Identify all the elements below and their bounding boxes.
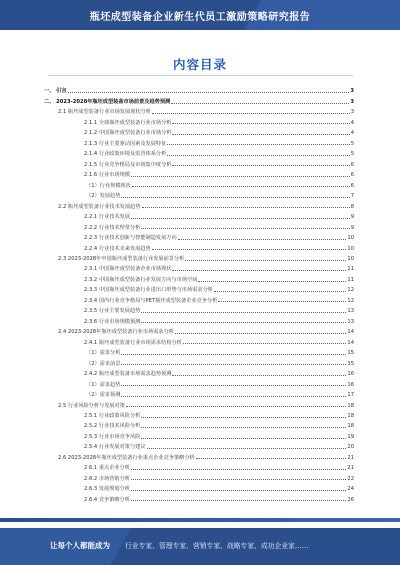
toc-entry-page: 6 (350, 182, 354, 189)
toc-entry[interactable] (44, 157, 354, 167)
toc-entry[interactable] (44, 482, 354, 492)
toc-entry-page: 26 (347, 496, 354, 503)
toc-entry[interactable] (44, 147, 354, 157)
toc-entry-page: 20 (347, 444, 354, 451)
toc-entry-page: 4 (350, 130, 354, 137)
toc-entry-page: 12 (347, 297, 354, 304)
toc-entry-label: 2.2.1 行业技术发展 (84, 214, 130, 221)
toc-dot-leader (185, 260, 346, 261)
toc-entry-page: 17 (347, 392, 354, 399)
toc-entry[interactable] (44, 168, 354, 178)
toc-entry-label: 2.2.4 行业技术未来发展趋势 (84, 245, 151, 252)
toc-entry-page: 3 (350, 88, 354, 95)
toc-entry-label: 2.1.5 行业竞争格局及市场集中度分析 (84, 161, 172, 168)
toc-entry[interactable] (44, 409, 354, 419)
toc-entry[interactable] (44, 440, 354, 450)
toc-entry[interactable] (44, 429, 354, 439)
toc-entry-label: 2.6 2023-2028年瓶坯成型装备行业重点企业竞争策略分析 (58, 454, 195, 461)
toc-entry-label: 2.3.6 行业市场规模预测 (84, 318, 141, 325)
toc-dot-leader (172, 134, 349, 135)
toc-entry-page: 9 (350, 214, 354, 221)
toc-dot-leader (196, 458, 347, 459)
toc-entry[interactable] (44, 419, 354, 429)
toc-entry[interactable] (44, 471, 354, 481)
toc-entry-label: 2.1.6 行业市场规模 (84, 172, 130, 179)
toc-entry-label: 2.2.3 行业技术创新与智能制造发展方向 (84, 235, 177, 242)
toc-entry-page: 16 (347, 381, 354, 388)
toc-entry-page: 16 (347, 371, 354, 378)
toc-dot-leader (121, 354, 346, 355)
toc-entry[interactable] (44, 178, 354, 188)
toc-entry-page: 21 (347, 454, 354, 461)
toc-entry[interactable] (44, 231, 354, 241)
toc-dot-leader (171, 103, 349, 104)
toc-heading: 内容目录 (172, 57, 227, 72)
toc-entry-page: 8 (350, 203, 354, 210)
toc-entry[interactable] (44, 283, 354, 293)
toc-entry-label: （1）行业规模现状 (86, 182, 131, 189)
toc-entry-label: 2.6.2 市场营销分析 (84, 475, 130, 482)
toc-entry-page: 18 (347, 423, 354, 430)
footer-slogan-lead: 让每个人都能成为 (50, 541, 110, 550)
toc-entry-label: （1）需求分析 (86, 350, 121, 357)
toc-entry[interactable] (44, 304, 354, 314)
toc-entry-page: 5 (350, 140, 354, 147)
toc-dot-leader (178, 239, 347, 240)
toc-entry-page: 19 (347, 433, 354, 440)
toc-entry[interactable] (44, 105, 354, 115)
toc-entry-page: 18 (347, 402, 354, 409)
toc-entry-label: 二、 2023-2028年瓶坯成型装备市场前景及趋势预测 (44, 98, 171, 105)
toc-entry-page: 10 (347, 255, 354, 262)
toc-entry-label: 2.1.1 全球瓶坯成型装备行业市场分析 (84, 119, 172, 126)
toc-entry[interactable] (44, 94, 354, 104)
toc-dot-leader (141, 322, 346, 323)
toc-entry[interactable] (44, 450, 354, 460)
toc-entry[interactable] (44, 492, 354, 502)
toc-entry-label: （2）发展趋势 (86, 193, 121, 200)
toc-entry-label: 2.2.2 行业技术壁垒分析 (84, 224, 141, 231)
toc-entry[interactable] (44, 377, 354, 387)
toc-dot-leader (183, 343, 347, 344)
toc-dot-leader (172, 123, 349, 124)
toc-dot-leader (141, 438, 346, 439)
toc-entry[interactable] (44, 293, 354, 303)
toc-entry-page: 15 (347, 350, 354, 357)
toc-divider (48, 75, 353, 76)
toc-entry-label: 2.4 2023-2028年瓶坯成型装备行业市场需求分析 (58, 329, 174, 336)
table-of-contents (44, 84, 354, 503)
toc-dot-leader (172, 270, 346, 271)
toc-entry-page: 10 (347, 235, 354, 242)
toc-entry[interactable] (44, 84, 354, 94)
toc-dot-leader (167, 155, 349, 156)
toc-entry-label: 2.6.4 竞争策略分析 (84, 496, 130, 503)
toc-entry[interactable] (44, 398, 354, 408)
toc-entry-label: 2.5 行业风险分析与发展对策 (58, 402, 125, 409)
toc-entry-label: 2.1.4 行业政策环境及监管体系分析 (84, 151, 167, 158)
toc-entry-label: 2.4.1 瓶坯成型装备行业市场需求结构分析 (84, 339, 182, 346)
toc-entry[interactable] (44, 388, 354, 398)
toc-entry-page: 24 (347, 486, 354, 493)
toc-entry-page: 10 (347, 245, 354, 252)
toc-entry[interactable] (44, 220, 354, 230)
toc-entry-label: 2.1.2 中国瓶坯成型装备行业市场分析 (84, 130, 172, 137)
toc-dot-leader (214, 291, 346, 292)
toc-dot-leader (198, 281, 346, 282)
toc-entry-label: 2.3 2023-2028年中国瓶坯成型装备行业发展前景分析 (58, 255, 185, 262)
footer-accent-stripe (0, 518, 400, 522)
toc-dot-leader (131, 500, 346, 501)
toc-dot-leader (131, 218, 350, 219)
toc-entry-label: 2.3.4 国内行业竞争格局与PET瓶坯成型装备企业竞争分析 (84, 297, 218, 304)
toc-entry-page: 12 (347, 287, 354, 294)
toc-entry-page: 11 (347, 266, 354, 273)
toc-entry-label: 2.1.3 行业主要驱动因素及发展特征 (84, 140, 167, 147)
toc-entry-label: 2.2 瓶坯成型装备行业技术发展趋势 (58, 203, 141, 210)
toc-dot-leader (131, 176, 350, 177)
toc-dot-leader (126, 406, 346, 407)
toc-entry[interactable] (44, 136, 354, 146)
report-title: 瓶坯成型装备企业新生代员工激励策略研究报告 (89, 12, 311, 23)
toc-entry-label: 2.6.3 发展规划分析 (84, 486, 130, 493)
toc-dot-leader (218, 301, 346, 302)
toc-entry-page: 3 (350, 98, 354, 105)
toc-entry-page: 15 (347, 360, 354, 367)
toc-entry-page: 5 (350, 151, 354, 158)
toc-dot-leader (147, 448, 347, 449)
toc-entry-label: 2.5.4 行业发展对策与建议 (84, 444, 146, 451)
toc-entry-page: 14 (347, 339, 354, 346)
toc-entry-label: 2.4.2 瓶坯成型装备市场需求趋势预测 (84, 371, 172, 378)
toc-dot-leader (152, 113, 350, 114)
toc-entry[interactable] (44, 262, 354, 272)
toc-dot-leader (172, 165, 349, 166)
toc-dot-leader (68, 92, 350, 93)
toc-entry-page: 18 (347, 413, 354, 419)
toc-entry[interactable] (44, 252, 354, 262)
report-header-banner (0, 0, 400, 30)
toc-dot-leader (121, 197, 349, 198)
toc-entry-label: 2.3.1 中国瓶坯成型装备企业市场现状 (84, 266, 172, 273)
toc-dot-leader (152, 249, 347, 250)
toc-entry-page: 9 (350, 224, 354, 231)
toc-entry[interactable] (44, 199, 354, 209)
toc-entry-page: 13 (347, 318, 354, 325)
toc-entry-label: 2.6.1 重点企业分析 (84, 465, 130, 472)
toc-dot-leader (141, 228, 349, 229)
toc-entry[interactable] (44, 189, 354, 199)
toc-dot-leader (132, 186, 350, 187)
toc-entry-label: （2）需求预测 (86, 392, 121, 399)
toc-dot-leader (131, 469, 346, 470)
toc-entry-label: 2.5.2 行业技术风险分析 (84, 423, 141, 430)
toc-entry[interactable] (44, 314, 354, 324)
toc-dot-leader (121, 396, 346, 397)
toc-dot-leader (141, 312, 346, 313)
toc-entry-label: 2.5.1 行业政策风险分析 (84, 413, 141, 419)
toc-entry[interactable] (44, 325, 354, 335)
toc-entry-page: 7 (350, 193, 354, 200)
toc-dot-leader (131, 479, 346, 480)
toc-entry-label: （2）需求前景 (86, 360, 121, 367)
toc-entry-page: 3 (350, 109, 354, 116)
toc-entry-page: 11 (347, 276, 354, 283)
toc-dot-leader (141, 427, 346, 428)
toc-entry[interactable] (44, 126, 354, 136)
toc-entry-label: 2.1 瓶坯成型装备行业市场发展现状分析 (58, 109, 151, 116)
toc-entry[interactable] (44, 346, 354, 356)
toc-dot-leader (121, 385, 346, 386)
toc-entry[interactable] (44, 241, 354, 251)
toc-entry-label: 2.3.2 中国瓶坯成型装备行业发展方向与市场空间 (84, 276, 198, 283)
toc-dot-leader (131, 490, 346, 491)
toc-dot-leader (167, 144, 349, 145)
toc-dot-leader (175, 333, 346, 334)
footer-slogan-roles: 行业专家、管理专家、营销专家、战略专家、成功企业家…… (125, 542, 309, 550)
toc-entry[interactable] (44, 115, 354, 125)
toc-entry-label: （1）需求趋势 (86, 381, 121, 388)
toc-entry-page: 6 (350, 161, 354, 168)
toc-entry-page: 13 (347, 308, 354, 315)
toc-entry[interactable] (44, 272, 354, 282)
toc-entry[interactable] (44, 210, 354, 220)
toc-entry-label: 一、 引言 (44, 88, 67, 95)
toc-dot-leader (141, 417, 346, 418)
toc-entry-page: 14 (347, 329, 354, 336)
toc-entry[interactable] (44, 367, 354, 377)
report-footer-banner (0, 528, 400, 565)
toc-entry-page: 21 (347, 465, 354, 472)
toc-entry-page: 4 (350, 119, 354, 126)
toc-entry[interactable] (44, 335, 354, 345)
toc-dot-leader (142, 207, 350, 208)
toc-entry[interactable] (44, 461, 354, 471)
toc-dot-leader (172, 375, 346, 376)
toc-entry[interactable] (44, 356, 354, 366)
toc-entry-page: 22 (347, 475, 354, 482)
toc-dot-leader (121, 364, 346, 365)
toc-entry-label: 2.5.3 行业市场竞争风险 (84, 433, 141, 440)
toc-entry-label: 2.3.5 行业主要发展趋势 (84, 308, 141, 315)
toc-entry-page: 6 (350, 172, 354, 179)
toc-entry-label: 2.3.3 中国瓶坯成型装备行业进出口形势与市场需求分析 (84, 287, 213, 294)
